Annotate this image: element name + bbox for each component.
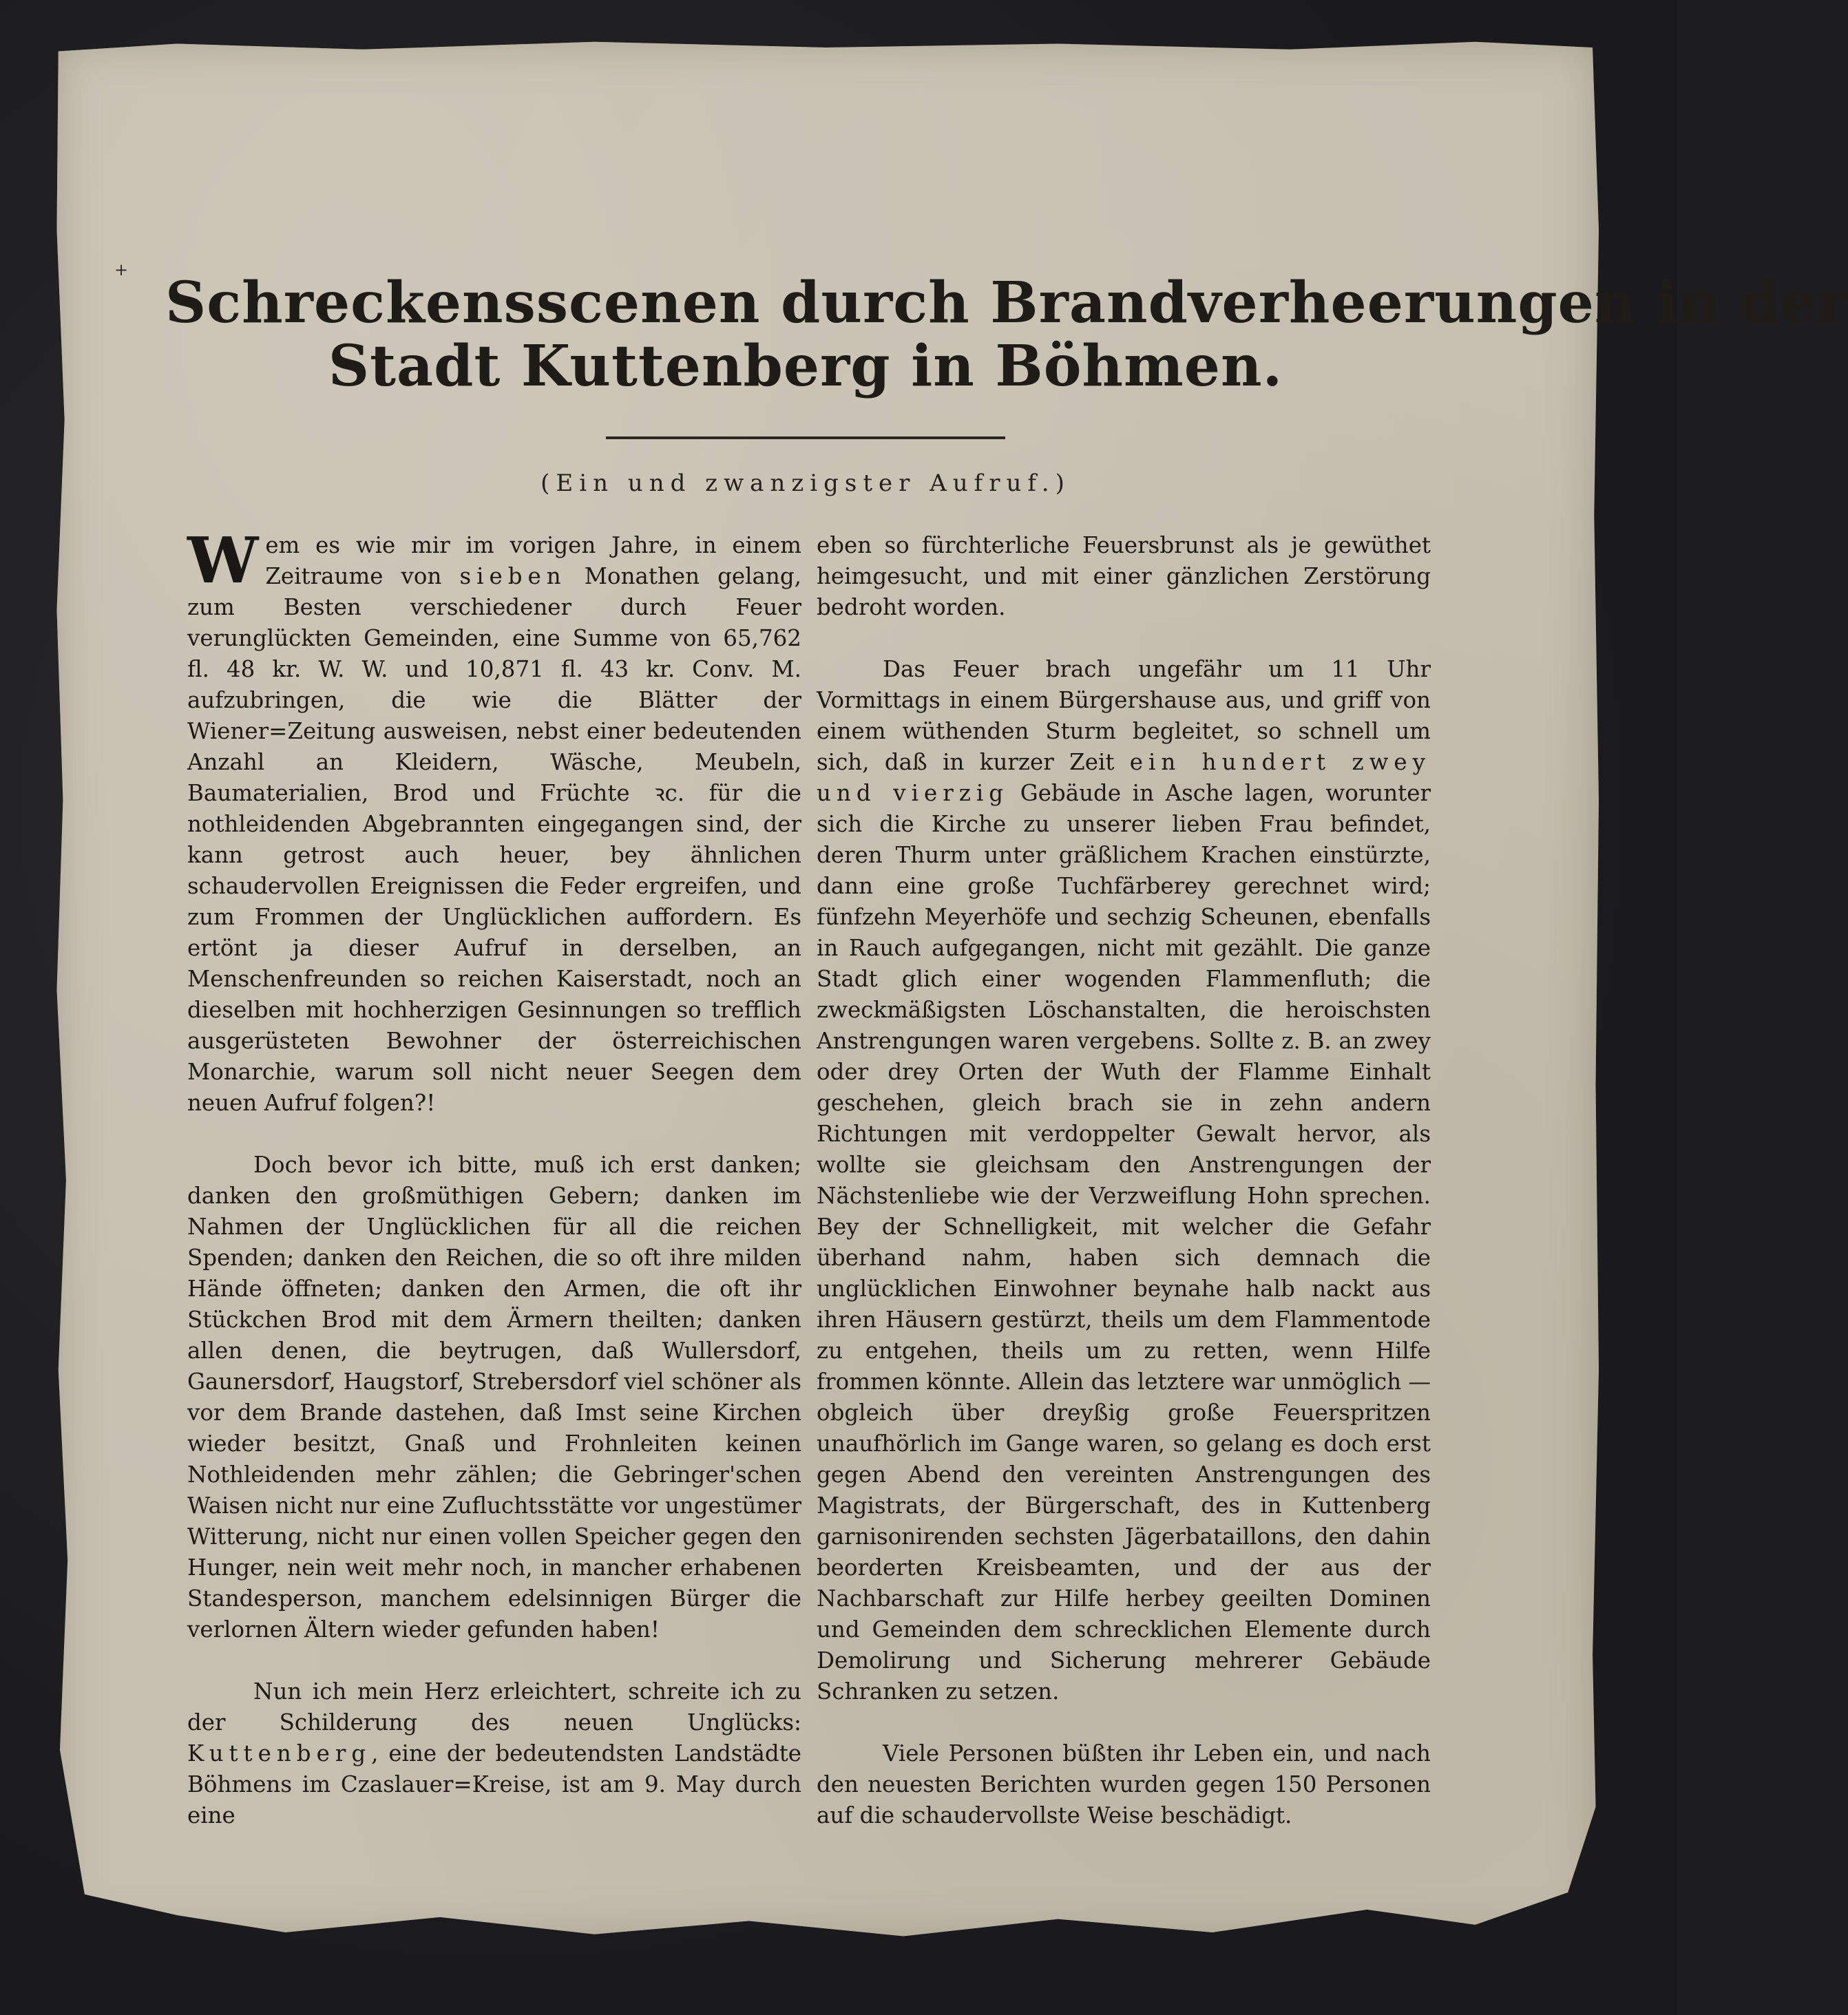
- paragraph-left-2: Doch bevor ich bitte, muß ich erst danken; danken den großmüthigen Gebern; danken im Nahmen der Unglücklichen für all die reichen Spenden; danken den Reichen, die so oft ihre milden Hände öffneten; danken den Armen, die oft ihr Stückchen Brod mit dem Ärmern theilten; danken allen denen, die beytrugen, daß Wullersdorf, Gaunersdorf, Haugstorf, Strebersdorf viel schöner als vor dem Brande dastehen, daß Imst seine Kirchen wieder besitzt, Gnaß und Frohnleiten keinen Nothleidenden mehr zählen; die Gebringer'schen Waisen nicht nur eine Zufluchtsstätte vor ungestümer Witterung, nicht nur einen vollen Speicher gegen den Hunger, nein weit mehr noch, in mancher erhabenen Standesperson, manchem edelsinnigen Bürger die verlornen Ältern wieder gefunden haben!: [187, 1152, 801, 1643]
- drop-cap: W: [187, 523, 259, 598]
- title-line-2: Stadt Kuttenberg in Böhmen.: [328, 333, 1283, 399]
- paragraph-right-2: Das Feuer brach ungefähr um 11 Uhr Vormittags in einem Bürgershause aus, und griff von einem wüthenden Sturm begleitet, so schnell um sich, daß in kurzer Zeit ein hundert zwey und vierzig Gebäude in Asche lagen, worunter sich die Kirche zu unserer lieben Frau befindet, deren Thurm unter gräßlichem Krachen einstürzte, dann eine große Tuchfärberey gerechnet wird; fünfzehn Meyerhöfe und sechzig Scheunen, ebenfalls in Rauch aufgegangen, nicht mit gezählt. Die ganze Stadt glich einer wogenden Flammenfluth; die zweckmäßigsten Löschanstalten, die heroischsten Anstrengungen waren vergebens. Sollte z. B. an zwey oder drey Orten der Wuth der Flamme Einhalt geschehen, gleich brach sie in zehn andern Richtungen mit verdoppelter Gewalt hervor, als wollte sie gleichsam den Anstrengungen der Nächstenliebe wie der Verzweiflung Hohn sprechen. Bey der Schnelligkeit, mit welcher die Gefahr überhand nahm, haben sich demnach die unglücklichen Einwohner beynahe halb nackt aus ihren Häusern gestürzt, theils um dem Flammentode zu entgehen, theils um zu retten, wenn Hilfe frommen könnte. Allein das letztere war unmöglich — obgleich über dreyßig große Feuerspritzen unaufhörlich im Gange waren, so gelang es doch erst gegen Abend den vereinten Anstrengungen des Magistrats, der Bürgerschaft, des in Kuttenberg garnisonirenden sechsten Jägerbataillons, den dahin beorderten Kreisbeamten, und der aus der Nachbarschaft zur Hilfe herbey geeilten Dominen und Gemeinden dem schrecklichen Elemente durch Demolirung und Sicherung mehrerer Gebäude Schranken zu setzen.: [817, 656, 1431, 1705]
- paragraph-left-3: Nun ich mein Herz erleichtert, schreite ich zu der Schilderung des neuen Unglücks: Kuttenberg, eine der bedeutendsten Landstädte Böhmens im Czaslauer=Kreise, ist am 9. May durch eine: [187, 1678, 801, 1828]
- title-divider: [606, 436, 1005, 439]
- title-line-1: Schreckensscenen durch Brandverheerungen in der: [165, 270, 1848, 336]
- right-column: [817, 530, 1431, 1862]
- paragraph-left-1: Wem es wie mir im vorigen Jahre, in einem Zeitraume von sieben Monathen gelang, zum Besten verschiedener durch Feuer verunglückten Gemeinden, eine Summe von 65,762 fl. 48 kr. W. W. und 10,871 fl. 43 kr. Conv. M. aufzubringen, die wie die Blätter der Wiener=Zeitung ausweisen, nebst einer bedeutenden Anzahl an Kleidern, Wäsche, Meubeln, Baumaterialien, Brod und Früchte ꝛc. für die nothleidenden Abgebrannten eingegangen sind, der kann getrost auch heuer, bey ähnlichen schaudervollen Ereignissen die Feder ergreifen, und zum Frommen der Unglücklichen auffordern. Es ertönt ja dieser Aufruf in derselben, an Menschenfreunden so reichen Kaiserstadt, noch an dieselben mit hochherzigen Gesinnungen so trefflich ausgerüsteten Bewohner der österreichischen Monarchie, warum soll nicht neuer Seegen dem neuen Aufruf folgen?!: [187, 523, 801, 1116]
- stray-mark: +: [114, 260, 129, 279]
- left-column: [187, 523, 801, 1862]
- paragraph-right-1: eben so fürchterliche Feuersbrunst als je gewüthet heimgesucht, und mit einer gänzlichen Zerstörung bedroht worden.: [817, 532, 1431, 620]
- subtitle: (Ein und zwanzigster Aufruf.): [540, 470, 1071, 497]
- paragraph-right-3: Viele Personen büßten ihr Leben ein, und nach den neuesten Berichten wurden gegen 150 Personen auf die schaudervollste Weise beschädigt.: [817, 1740, 1431, 1828]
- document-title: [165, 270, 1848, 399]
